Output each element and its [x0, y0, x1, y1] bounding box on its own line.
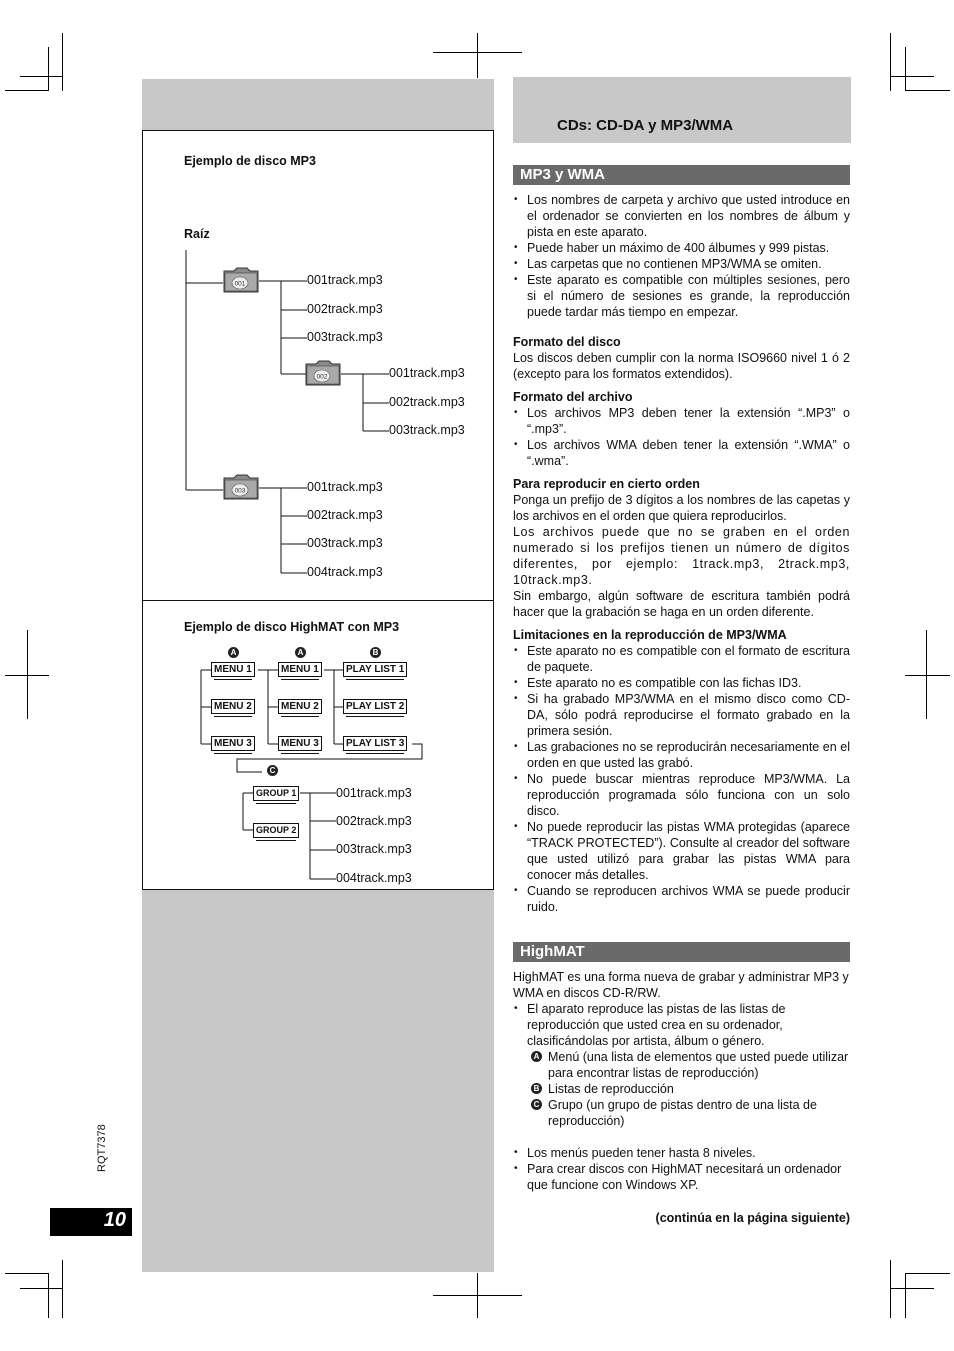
track-label: 002track.mp3 — [307, 508, 383, 522]
list-item: • No puede buscar mientras reproduce MP3/WMA. La reproducción programada sólo funciona con un solo disco. — [513, 771, 850, 819]
list-item: • Puede haber un máximo de 400 álbumes y 999 pistas. — [513, 240, 850, 256]
list-item: • No puede reproducir las pistas WMA protegidas (aparece “TRACK PROTECTED”). Consulte al creador del software que usted utilizó para grabar las pistas WMA para conocer más detalles. — [513, 819, 850, 883]
playlist-box: PLAY LIST 1 — [343, 662, 407, 677]
track-label: 004track.mp3 — [336, 871, 412, 885]
track-label: 002track.mp3 — [389, 395, 465, 409]
mp3-wma-bullets — [513, 192, 850, 320]
track-label: 003track.mp3 — [389, 423, 465, 437]
page-number-tab — [50, 1208, 132, 1236]
continue-note: (continúa en la página siguiente) — [655, 1211, 850, 1225]
highmat-content — [513, 969, 850, 1193]
highmat-item-text: Grupo (un grupo de pistas dentro de una lista de reproducción) — [548, 1098, 817, 1128]
menu-box: MENU 1 — [278, 662, 322, 677]
subheading: Limitaciones en la reproducción de MP3/WMA — [513, 628, 787, 642]
list-item: • Para crear discos con HighMAT necesitará un ordenador que funcione con Windows XP. — [513, 1161, 850, 1193]
folder-number: 001 — [234, 280, 246, 288]
list-item: • El aparato reproduce las pistas de las listas de reproducción que usted crea en su ordenador, clasificándolas por artista, álbum o género. — [513, 1001, 850, 1049]
file-format-bullets — [513, 405, 850, 469]
track-label: 002track.mp3 — [336, 814, 412, 828]
menu-box: MENU 2 — [278, 699, 322, 714]
section-title-mp3-wma: MP3 y WMA — [513, 165, 850, 185]
paragraph: Los discos deben cumplir con la norma ISO9660 nivel 1 ó 2 (excepto para los formatos extendidos). — [513, 351, 850, 381]
subheading: Para reproducir en cierto orden — [513, 477, 700, 491]
marker-b: B — [370, 647, 381, 658]
track-label: 001track.mp3 — [307, 480, 383, 494]
marker-a: A — [295, 647, 306, 658]
marker-a: A — [531, 1051, 542, 1062]
folder-number: 002 — [316, 373, 328, 381]
marker-b: B — [531, 1083, 542, 1094]
page-heading: CDs: CD-DA y MP3/WMA — [557, 117, 734, 134]
highmat-item-b — [513, 1081, 850, 1097]
document-code: RQT7378 — [96, 1124, 108, 1172]
paragraph: Los archivos puede que no se graben en el orden numerado si los prefijos tienen un número de dígitos diferentes, por ejemplo: 1track.mp3, 2track.mp3, 10track.mp3. — [513, 525, 850, 587]
highmat-item-text: Listas de reproducción — [548, 1082, 674, 1096]
track-label: 001track.mp3 — [307, 273, 383, 287]
marker-c: C — [531, 1099, 542, 1110]
menu-box: MENU 3 — [211, 736, 255, 751]
highmat-bullets-2 — [513, 1145, 850, 1193]
list-item: • Si ha grabado MP3/WMA en el mismo disco como CD-DA, sólo podrá reproducirse el formato grabado en la primera sesión. — [513, 691, 850, 739]
track-label: 002track.mp3 — [307, 302, 383, 316]
highmat-item-c — [513, 1097, 850, 1129]
list-item: • Los archivos MP3 deben tener la extensión “.MP3” o “.mp3”. — [513, 405, 850, 437]
list-item: • Las grabaciones no se reproducirán necesariamente en el orden en que usted las grabó. — [513, 739, 850, 771]
paragraph: Ponga un prefijo de 3 dígitos a los nombres de las capetas y los archivos en el orden que quiera reproducirlos. — [513, 493, 850, 523]
mp3-example-title: Ejemplo de disco MP3 — [184, 154, 316, 168]
folder-number: 003 — [234, 487, 246, 495]
list-item: • Los archivos WMA deben tener la extensión “.WMA” o “.wma”. — [513, 437, 850, 469]
highmat-example-title: Ejemplo de disco HighMAT con MP3 — [184, 620, 400, 634]
track-label: 004track.mp3 — [307, 565, 383, 579]
playlist-box: PLAY LIST 2 — [343, 699, 407, 714]
menu-box: MENU 3 — [278, 736, 322, 751]
folder-icon — [305, 360, 341, 386]
list-item: • Este aparato no es compatible con el formato de escritura de paquete. — [513, 643, 850, 675]
root-label: Raíz — [184, 227, 210, 241]
section-title-highmat: HighMAT — [513, 942, 850, 962]
limits-bullets — [513, 643, 850, 915]
subheading: Formato del disco — [513, 335, 621, 349]
highmat-bullets — [513, 1001, 850, 1049]
highmat-item-a — [513, 1049, 850, 1081]
menu-box: MENU 2 — [211, 699, 255, 714]
mp3-wma-content — [513, 192, 850, 915]
folder-icon — [223, 474, 259, 500]
track-label: 003track.mp3 — [336, 842, 412, 856]
list-item: • Este aparato es compatible con múltiples sesiones, pero si el número de sesiones es grande, la reproducción puede tardar más tiempo en empezar. — [513, 272, 850, 320]
highmat-item-text: Menú (una lista de elementos que usted puede utilizar para encontrar listas de reproducción) — [548, 1050, 849, 1080]
menu-box: MENU 1 — [211, 662, 255, 677]
track-label: 003track.mp3 — [307, 330, 383, 344]
group-box: GROUP 2 — [253, 823, 299, 838]
list-item: • Cuando se reproducen archivos WMA se puede producir ruido. — [513, 883, 850, 915]
list-item: • Las carpetas que no contienen MP3/WMA se omiten. — [513, 256, 850, 272]
paragraph: Sin embargo, algún software de escritura también podrá hacer que la grabación se haga en un orden diferente. — [513, 589, 850, 619]
paragraph: HighMAT es una forma nueva de grabar y administrar MP3 y WMA en discos CD-R/RW. — [513, 970, 849, 1000]
playlist-box: PLAY LIST 3 — [343, 736, 407, 751]
list-item: • Los nombres de carpeta y archivo que usted introduce en el ordenador se convierten en los nombres de álbum y pista en este aparato. — [513, 192, 850, 240]
track-label: 001track.mp3 — [389, 366, 465, 380]
page-number: 10 — [103, 1209, 126, 1231]
folder-icon — [223, 267, 259, 293]
list-item: • Los menús pueden tener hasta 8 niveles. — [513, 1145, 850, 1161]
subheading: Formato del archivo — [513, 390, 633, 404]
track-label: 001track.mp3 — [336, 786, 412, 800]
list-item: • Este aparato no es compatible con las fichas ID3. — [513, 675, 850, 691]
marker-a: A — [228, 647, 239, 658]
marker-c: C — [267, 765, 278, 776]
group-box: GROUP 1 — [253, 786, 299, 801]
track-label: 003track.mp3 — [307, 536, 383, 550]
